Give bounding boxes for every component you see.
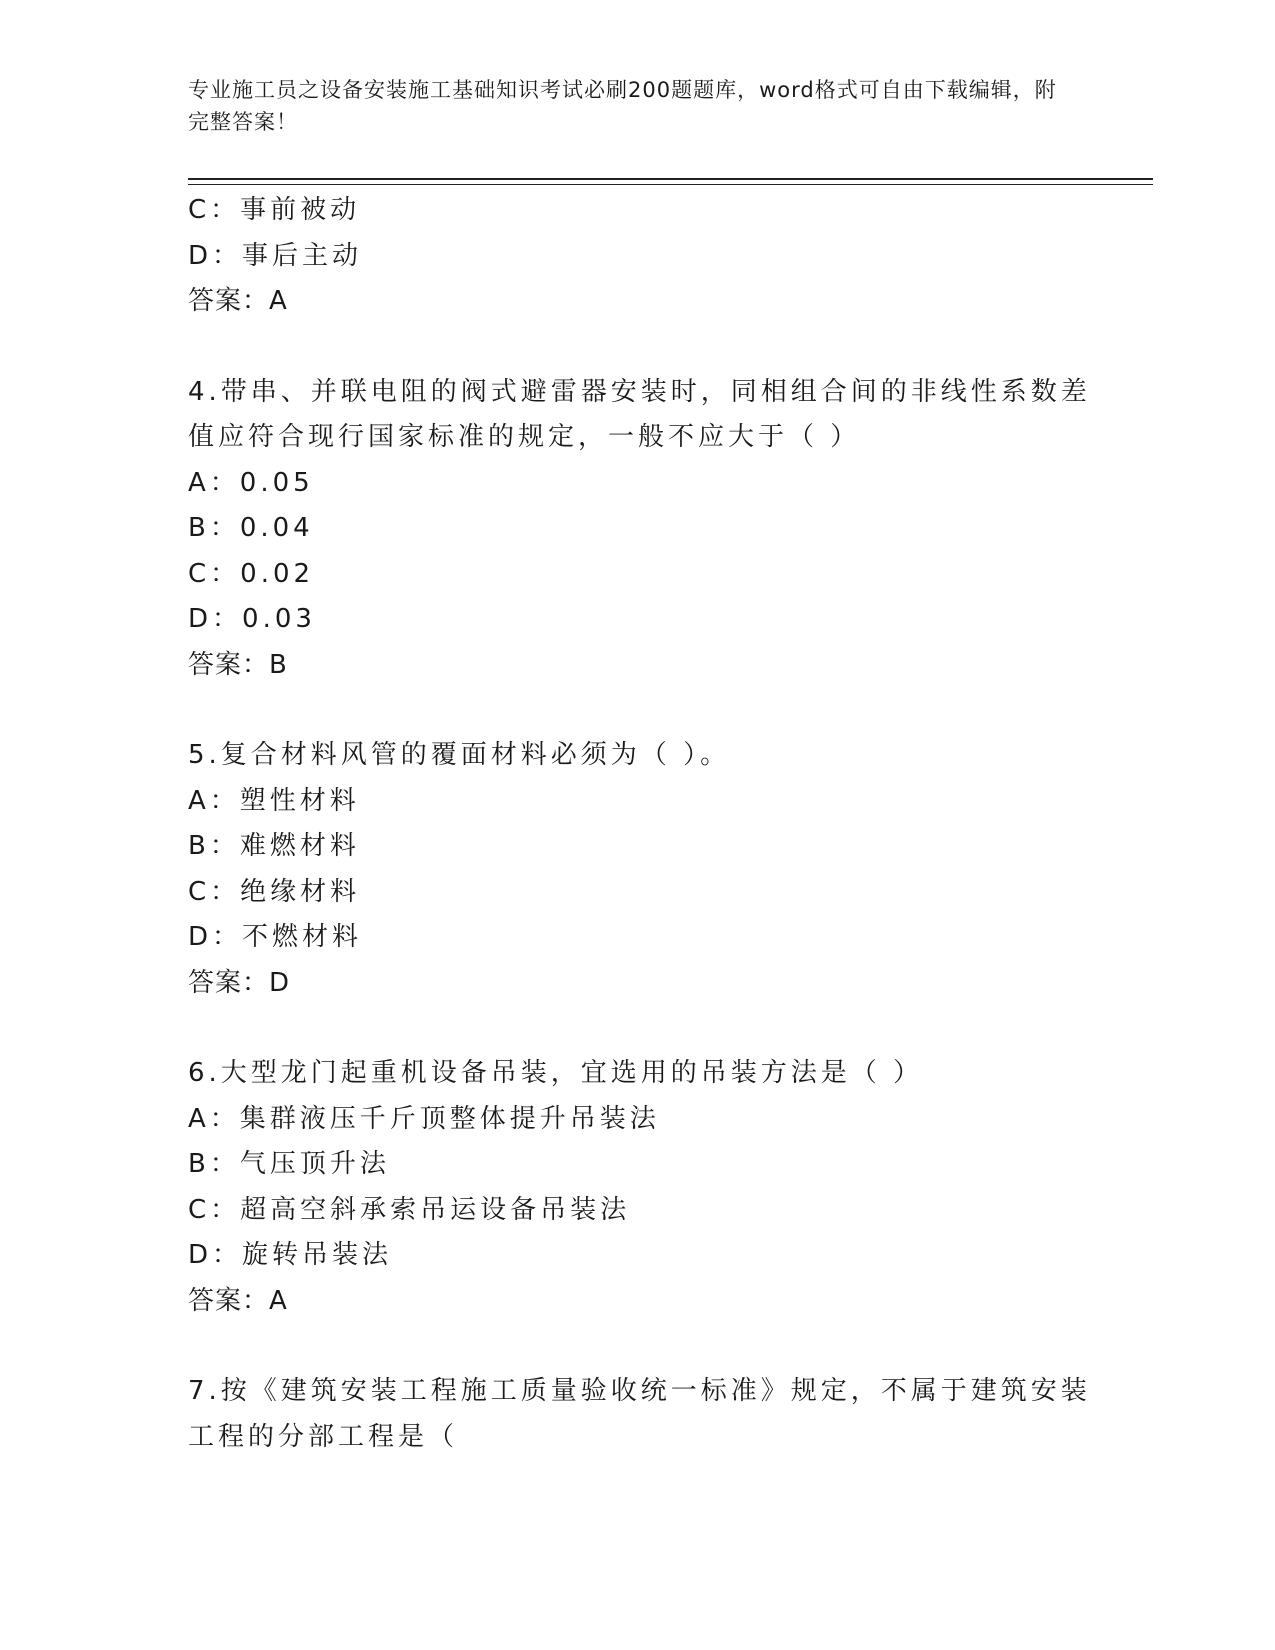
question-5-answer: 答案：D xyxy=(188,967,291,998)
question-5-option-c: C：绝缘材料 xyxy=(188,876,361,907)
question-7-text-line2: 工程的分部工程是（ xyxy=(188,1421,459,1452)
answer-line: 答案：A xyxy=(188,286,288,316)
question-4-option-c: C：0.02 xyxy=(188,558,315,589)
question-4-option-a: A：0.05 xyxy=(188,467,314,498)
question-6-option-a: A：集群液压千斤顶整体提升吊装法 xyxy=(188,1103,660,1134)
question-4-option-b: B：0.04 xyxy=(188,513,314,543)
spacer xyxy=(188,325,1068,370)
question-6-text: 6.大型龙门起重机设备吊装，宜选用的吊装方法是（ ） xyxy=(188,1058,924,1088)
question-4-option-d: D：0.03 xyxy=(188,604,316,634)
header-rule-thin xyxy=(188,184,1153,185)
question-7-text-line1: 7.按《建筑安装工程施工质量验收统一标准》规定，不属于建筑安装 xyxy=(188,1376,1091,1406)
document-content xyxy=(188,188,1091,1460)
option-d: D：事后主动 xyxy=(188,240,363,271)
question-6-option-c: C：超高空斜承索吊运设备吊装法 xyxy=(188,1194,631,1225)
question-5-option-a: A：塑性材料 xyxy=(188,785,360,816)
spacer xyxy=(188,1324,1068,1369)
question-4-text-line1: 4.带串、并联电阻的阀式避雷器安装时，同相组合间的非线性系数差 xyxy=(188,376,1091,407)
spacer xyxy=(188,688,1068,733)
option-c: C：事前被动 xyxy=(188,195,361,225)
question-4-text-line2: 值应符合现行国家标准的规定，一般不应大于（ ） xyxy=(188,422,861,452)
document-header: 专业施工员之设备安装施工基础知识考试必刷200题题库，word格式可自由下载编辑，附完整答案！ xyxy=(188,78,1057,134)
spacer xyxy=(188,1006,1068,1051)
question-5-option-d: D：不燃材料 xyxy=(188,922,363,952)
question-4-answer: 答案：B xyxy=(188,649,288,680)
question-5-option-b: B：难燃材料 xyxy=(188,831,360,861)
question-6-answer: 答案：A xyxy=(188,1285,288,1316)
question-6-option-b: B：气压顶升法 xyxy=(188,1149,390,1179)
header-rule-thick xyxy=(188,178,1153,180)
question-5-text: 5.复合材料风管的覆面材料必须为（ ）。 xyxy=(188,740,731,770)
question-6-option-d: D：旋转吊装法 xyxy=(188,1240,393,1270)
